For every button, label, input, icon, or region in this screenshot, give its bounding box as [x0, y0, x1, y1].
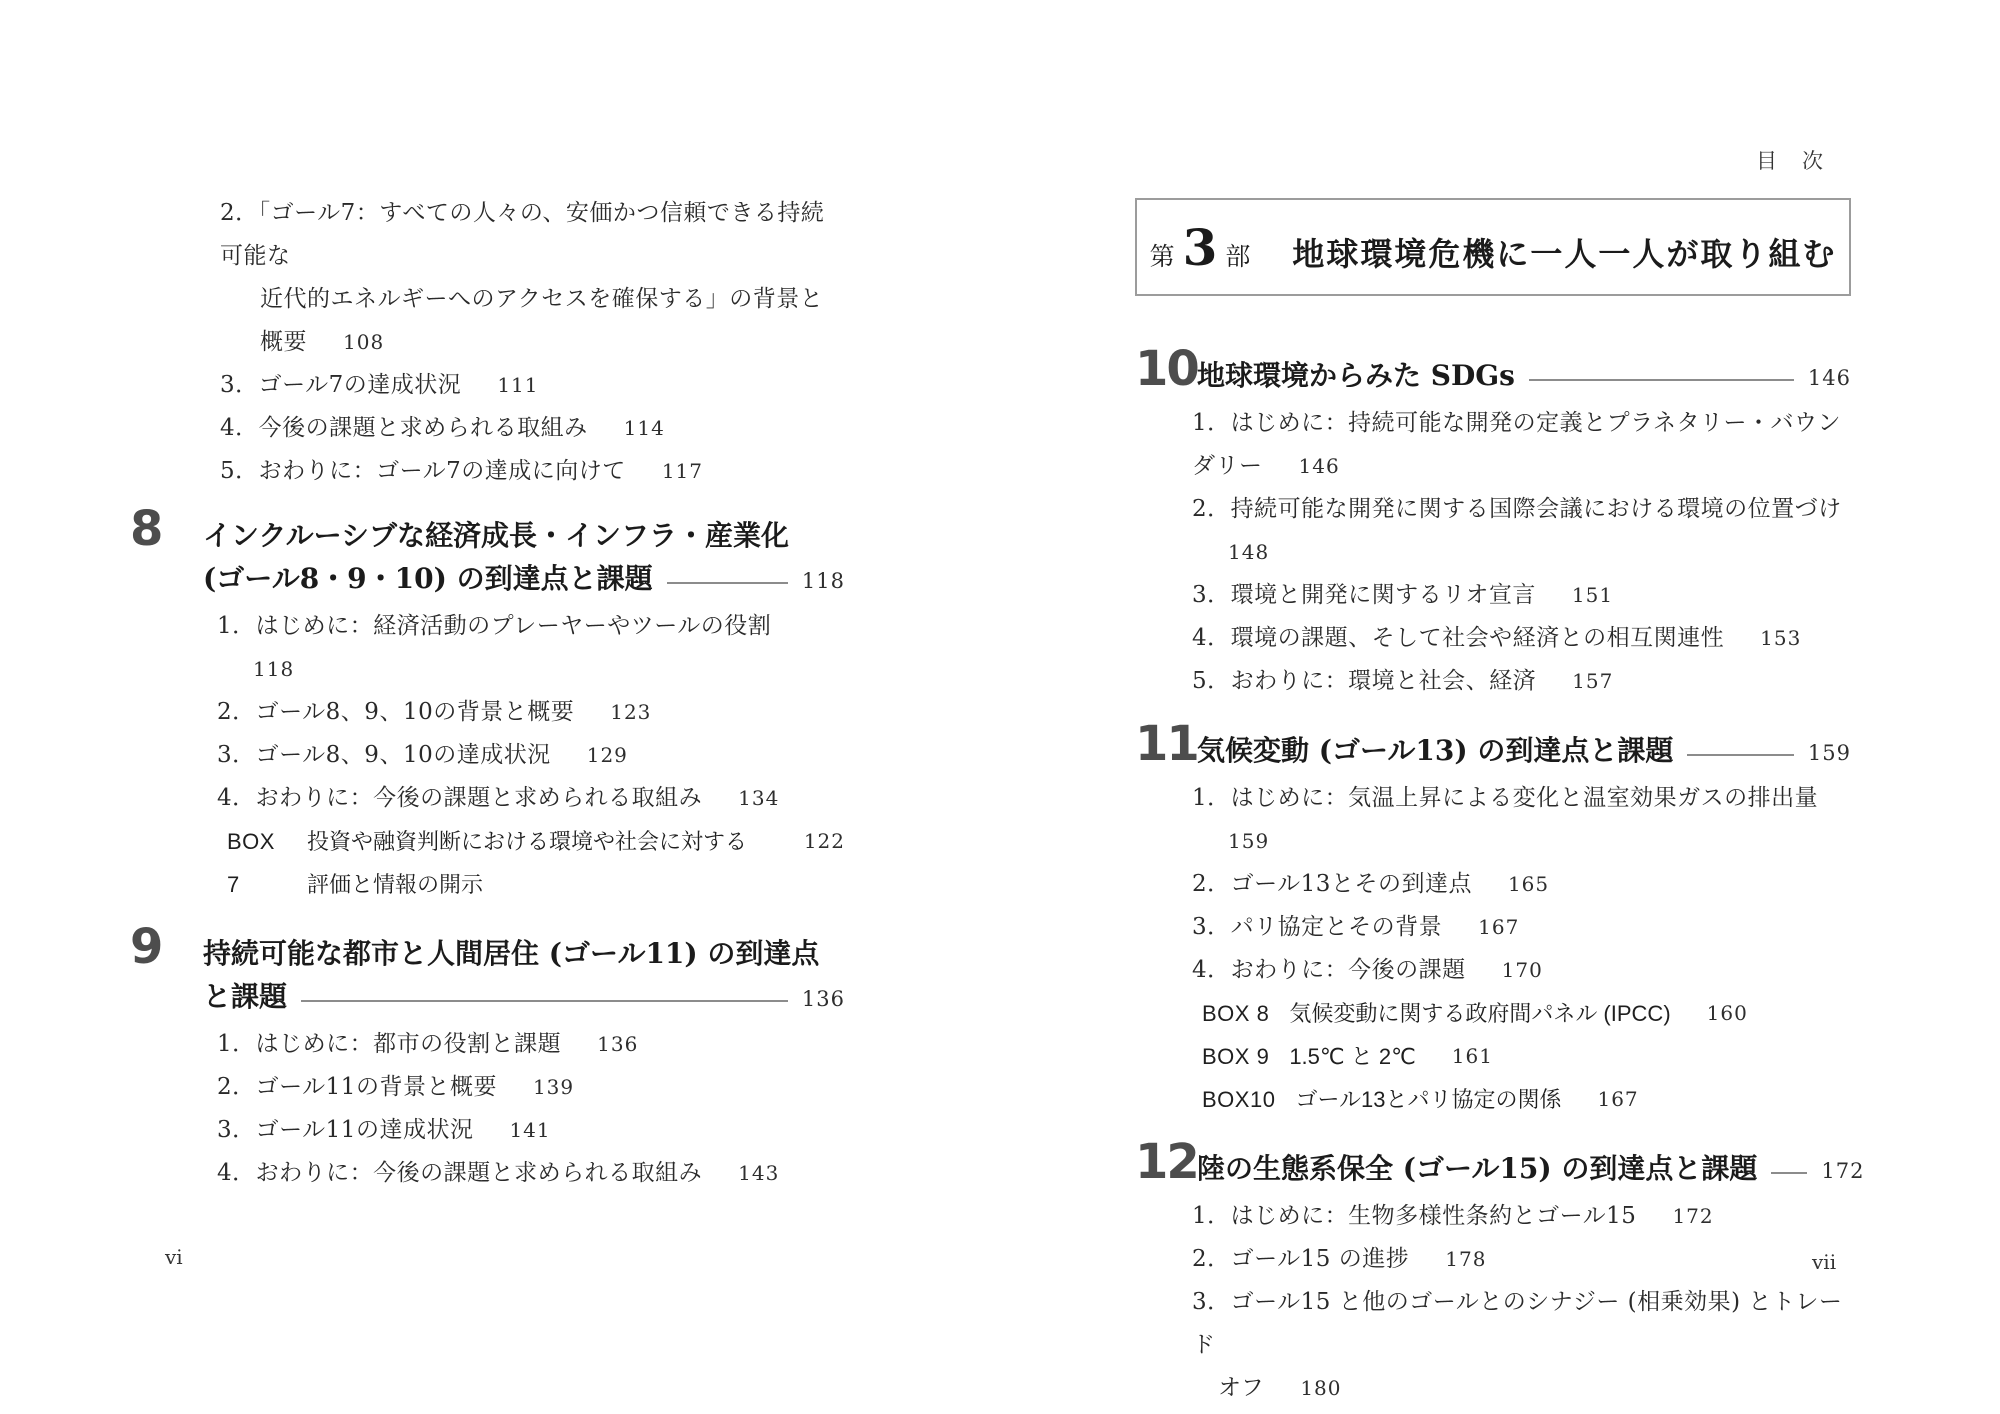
box-title: 1.5℃ と 2℃	[1289, 1044, 1416, 1069]
leader-line	[1771, 1172, 1807, 1174]
part-suffix: 部	[1225, 241, 1251, 271]
chapter-title-line2: (ゴール8・9・10) の到達点と課題	[203, 562, 653, 595]
toc-entry	[217, 1152, 845, 1195]
box-entry	[1202, 1078, 1851, 1121]
toc-entry	[1192, 402, 1851, 488]
chapter-number: 9	[130, 919, 162, 975]
entry-text: 2．ゴール13とその到達点	[1192, 871, 1472, 897]
toc-entry	[1192, 777, 1851, 863]
entry-text: 3．ゴール7の達成状況	[220, 372, 462, 398]
toc-running-head: 目 次	[1756, 149, 1825, 173]
entry-page: 148	[1228, 540, 1270, 564]
toc-entry	[1192, 617, 1851, 660]
chapter-10	[1135, 341, 1851, 703]
entry-text: 2．持続可能な開発に関する国際会議における環境の位置づけ	[1192, 496, 1842, 522]
toc-entry	[1192, 1238, 1851, 1281]
entry-text: 5．おわりに：環境と社会、経済	[1192, 668, 1537, 694]
toc-entry	[217, 605, 845, 691]
entry-page: 153	[1760, 626, 1802, 650]
chapter-number: 12	[1135, 1134, 1198, 1190]
leader-line	[301, 1000, 788, 1002]
leader-line	[667, 582, 788, 584]
chapter-title-line1: インクルーシブな経済成長・インフラ・産業化	[203, 519, 790, 552]
chapter-page: 172	[1821, 1159, 1865, 1183]
entry-page: 134	[738, 786, 780, 810]
chapter-9	[130, 919, 845, 1195]
entry-page: 146	[1298, 454, 1340, 478]
box-page: 160	[1706, 1001, 1748, 1025]
chapter-page: 159	[1807, 741, 1851, 765]
box-page: 122	[803, 829, 845, 853]
chapter-page: 146	[1807, 366, 1851, 390]
entry-page: 111	[497, 373, 539, 397]
entry-page: 129	[586, 743, 628, 767]
entry-page: 157	[1572, 669, 1614, 693]
chapter-title: 地球環境からみた SDGs	[1197, 359, 1515, 392]
box-title: ゴール13とパリ協定の関係	[1295, 1087, 1562, 1112]
toc-entry	[220, 407, 845, 450]
box-page: 167	[1597, 1087, 1639, 1111]
toc-entry	[220, 364, 845, 407]
chapter-11	[1135, 716, 1851, 1121]
box-title: 投資や融資判断における環境や社会に対する評価と情報の開示	[307, 829, 748, 897]
left-page	[130, 192, 845, 1195]
toc-entry	[217, 734, 845, 777]
entry-text: 3．ゴール8、9、10の達成状況	[217, 742, 551, 768]
toc-entry	[1192, 906, 1851, 949]
entry-text: 3．ゴール15 と他のゴールとのシナジー (相乗効果) とトレード	[1192, 1289, 1843, 1358]
entry-text: 1．はじめに：持続可能な開発の定義とプラネタリー・バウンダリー	[1192, 410, 1841, 479]
chapter-page: 118	[801, 569, 845, 593]
entry-text: 2．ゴール11の背景と概要	[217, 1074, 497, 1100]
entry-text: 4．おわりに：今後の課題	[1192, 957, 1466, 983]
part-prefix: 第	[1149, 241, 1175, 271]
box-entry	[1202, 1035, 1851, 1078]
part-title: 地球環境危機に一人一人が取り組む	[1292, 234, 1837, 273]
box-page: 161	[1451, 1044, 1493, 1068]
entry-text: 1．はじめに：都市の役割と課題	[217, 1031, 562, 1057]
entry-page: 165	[1507, 872, 1550, 896]
box-label: BOX10	[1202, 1087, 1276, 1112]
chapter-8	[130, 501, 845, 906]
toc-entry	[217, 777, 845, 820]
box-entry	[227, 820, 845, 906]
box-label: BOX 7	[227, 829, 275, 897]
toc-entry	[217, 1109, 845, 1152]
entry-page: 172	[1672, 1204, 1714, 1228]
toc-entry	[220, 192, 845, 364]
box-label: BOX 8	[1202, 1001, 1270, 1026]
entry-text: 4．今後の課題と求められる取組み	[220, 415, 588, 441]
chapter-title: 陸の生態系保全 (ゴール15) の到達点と課題	[1197, 1152, 1758, 1185]
toc-entry	[1192, 574, 1851, 617]
toc-entry	[1192, 863, 1851, 906]
chapter7-carryover-items	[220, 192, 845, 493]
entry-text: 4．環境の課題、そして社会や経済との相互関連性	[1192, 625, 1725, 651]
entry-text: 2．ゴール15 の進捗	[1192, 1246, 1410, 1272]
leader-line	[1687, 754, 1794, 756]
part-3-box	[1135, 198, 1851, 296]
entry-page: 143	[738, 1161, 780, 1185]
entry-page: 118	[253, 657, 295, 681]
toc-entry	[217, 1023, 845, 1066]
toc-entry	[217, 1066, 845, 1109]
entry-text: 2．「ゴール7：すべての人々の、安価かつ信頼できる持続可能な	[220, 200, 825, 269]
chapter-number: 10	[1135, 341, 1198, 397]
chapter-page: 136	[801, 987, 845, 1011]
entry-text: 4．おわりに：今後の課題と求められる取組み	[217, 1160, 703, 1186]
chapter-number: 11	[1135, 716, 1198, 772]
entry-text-continued: 近代的エネルギーへのアクセスを確保する」の背景と概要 108	[260, 286, 824, 355]
box-entry	[1202, 992, 1851, 1035]
entry-page: 123	[610, 700, 652, 724]
entry-page: 136	[597, 1032, 639, 1056]
entry-page: 151	[1571, 583, 1614, 607]
box-label: BOX 9	[1202, 1044, 1270, 1069]
box-title: 気候変動に関する政府間パネル (IPCC)	[1289, 1001, 1671, 1026]
entry-page: 159	[1228, 829, 1270, 853]
entry-page: 178	[1445, 1247, 1487, 1271]
entry-page: 114	[623, 416, 665, 440]
entry-text: 3．環境と開発に関するリオ宣言	[1192, 582, 1536, 608]
entry-text: 4．おわりに：今後の課題と求められる取組み	[217, 785, 703, 811]
right-page	[1135, 148, 1865, 1410]
entry-page: 108	[343, 330, 385, 354]
toc-entry	[1192, 1281, 1851, 1410]
entry-text: 3．パリ協定とその背景	[1192, 914, 1443, 940]
entry-page: 180	[1300, 1376, 1342, 1400]
entry-text: 1．はじめに：経済活動のプレーヤーやツールの役割	[217, 613, 772, 639]
chapter-number: 8	[130, 501, 162, 557]
entry-text: 3．ゴール11の達成状況	[217, 1117, 474, 1143]
toc-entry	[220, 450, 845, 493]
entry-text: 5．おわりに：ゴール7の達成に向けて	[220, 458, 626, 484]
entry-page: 167	[1478, 915, 1520, 939]
toc-entry	[1192, 660, 1851, 703]
entry-text: 1．はじめに：気温上昇による変化と温室効果ガスの排出量	[1192, 785, 1819, 811]
toc-entry	[217, 691, 845, 734]
part-number: 3	[1182, 217, 1218, 277]
toc-entry	[1192, 488, 1851, 574]
folio-right: vii	[1812, 1250, 1837, 1274]
chapter-title: 気候変動 (ゴール13) の到達点と課題	[1197, 734, 1674, 767]
entry-page: 139	[532, 1075, 575, 1099]
chapter-title-line1: 持続可能な都市と人間居住 (ゴール11) の到達点	[203, 937, 820, 970]
entry-page: 141	[509, 1118, 551, 1142]
chapter-title-line2: と課題	[203, 980, 288, 1013]
entry-text-continued: オフ 180	[1218, 1375, 1342, 1401]
entry-page: 117	[661, 459, 703, 483]
toc-entry	[1192, 949, 1851, 992]
toc-entry	[1192, 1195, 1851, 1238]
chapter-12	[1135, 1134, 1865, 1410]
entry-text: 2．ゴール8、9、10の背景と概要	[217, 699, 575, 725]
entry-text: 1．はじめに：生物多様性条約とゴール15	[1192, 1203, 1637, 1229]
leader-line	[1529, 379, 1794, 381]
folio-left: vi	[165, 1245, 183, 1269]
entry-page: 170	[1501, 958, 1543, 982]
